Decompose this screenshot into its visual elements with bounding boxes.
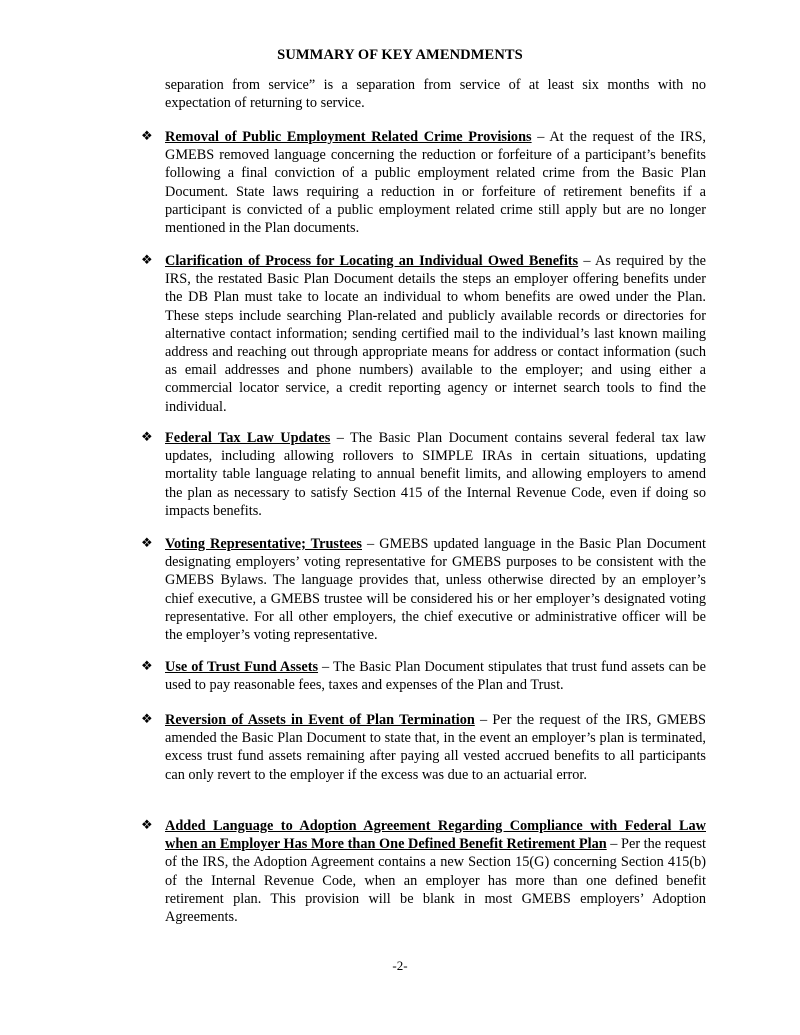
amendment-paragraph xyxy=(165,535,706,644)
amendment-body: Per the request of the IRS, the Adoption Agreement contains a new Section 15(G) concerning Section 415(b) of the Internal Revenue Code, when an employer has more than one defined benefit retirement plan. This provision will be blank in most GMEBS employers’ Adoption Agreements. xyxy=(165,836,706,926)
amendment-separator: – xyxy=(330,430,350,446)
amendment-paragraph xyxy=(165,429,706,520)
amendment-paragraph xyxy=(165,128,706,237)
diamond-bullet-icon: ❖ xyxy=(141,536,153,551)
amendment-body: At the request of the IRS, GMEBS removed language concerning the reduction or forfeiture of a participant’s benefits following a final conviction of a public employment related crime from the Basic Plan Document. State laws requiring a reduction in or forfeiture of retirement benefits if a participant is convicted of a public employment related crime still apply but are no longer mentioned in the Plan documents. xyxy=(165,129,707,237)
amendment-body: Per the request of the IRS, GMEBS amended the Basic Plan Document to state that, in the event an employer’s plan is terminated, excess trust fund assets remaining after paying all vested accrued benefits to all participants can only revert to the employer if the excess was due to an actuarial error. xyxy=(165,712,706,783)
diamond-bullet-icon: ❖ xyxy=(141,712,153,727)
amendment-heading: Reversion of Assets in Event of Plan Termination xyxy=(165,712,475,728)
continuation-paragraph: separation from service” is a separation from service of at least six months with no expectation of returning to service. xyxy=(165,77,706,112)
amendment-body: As required by the IRS, the restated Basic Plan Document details the steps an employer offering benefits under the DB Plan must take to locate an individual to whom benefits are owed under the Plan. These steps include searching Plan-related and publicly available records or directories for alternative contact information; sending certified mail to the individual’s last known mailing address and reaching out through appropriate means for address or contact information (such as email addresses and phone numbers) available to the employer; and using either a commercial locator service, a credit reporting agency or internet search tools to find the individual. xyxy=(165,253,706,415)
amendment-body: The Basic Plan Document contains several federal tax law updates, including allowing rollovers to SIMPLE IRAs in certain situations, updating mortality table language relating to annual benefit limits, and allowing employers to amend the plan as necessary to satisfy Section 415 of the Internal Revenue Code, even if doing so impacts benefits. xyxy=(165,430,706,519)
amendment-separator: – xyxy=(362,536,380,552)
amendment-paragraph xyxy=(165,658,706,694)
amendment-heading: Removal of Public Employment Related Crime Provisions xyxy=(165,129,532,145)
diamond-bullet-icon: ❖ xyxy=(141,818,153,833)
amendment-heading: Federal Tax Law Updates xyxy=(165,430,331,446)
amendment-separator: – xyxy=(474,712,493,728)
amendment-paragraph xyxy=(165,252,706,416)
page-title: SUMMARY OF KEY AMENDMENTS xyxy=(277,47,523,63)
amendment-heading: Added Language to Adoption Agreement Regarding Compliance with Federal Law when an Employer Has More than One Defined Benefit Retirement Plan xyxy=(165,818,706,853)
amendment-separator: – xyxy=(318,659,333,675)
diamond-bullet-icon: ❖ xyxy=(141,430,153,445)
diamond-bullet-icon: ❖ xyxy=(141,253,153,268)
amendment-separator: – xyxy=(531,129,550,145)
diamond-bullet-icon: ❖ xyxy=(141,129,153,144)
page-number: -2- xyxy=(392,958,408,973)
amendment-heading: Use of Trust Fund Assets xyxy=(165,659,319,675)
amendment-separator: – xyxy=(578,253,595,269)
amendment-separator: – xyxy=(606,836,622,853)
amendment-body: The Basic Plan Document stipulates that trust fund assets can be used to pay reasonable fees, taxes and expenses of the Plan and Trust. xyxy=(165,659,706,694)
amendment-paragraph xyxy=(165,711,706,784)
amendment-body: GMEBS updated language in the Basic Plan Document designating employers’ voting representative for GMEBS purposes to be consistent with the GMEBS Bylaws. The language provides that, unless otherwise directed by an employer’s chief executive, a GMEBS trustee will be considered his or her employer’s designated voting representative. For all other employers, the chief executive or administrative officer will be the employer’s voting representative. xyxy=(165,536,706,644)
diamond-bullet-icon: ❖ xyxy=(141,659,153,674)
amendment-paragraph xyxy=(165,817,706,926)
amendment-heading: Clarification of Process for Locating an Individual Owed Benefits xyxy=(165,253,579,269)
amendment-heading: Voting Representative; Trustees xyxy=(165,536,362,552)
